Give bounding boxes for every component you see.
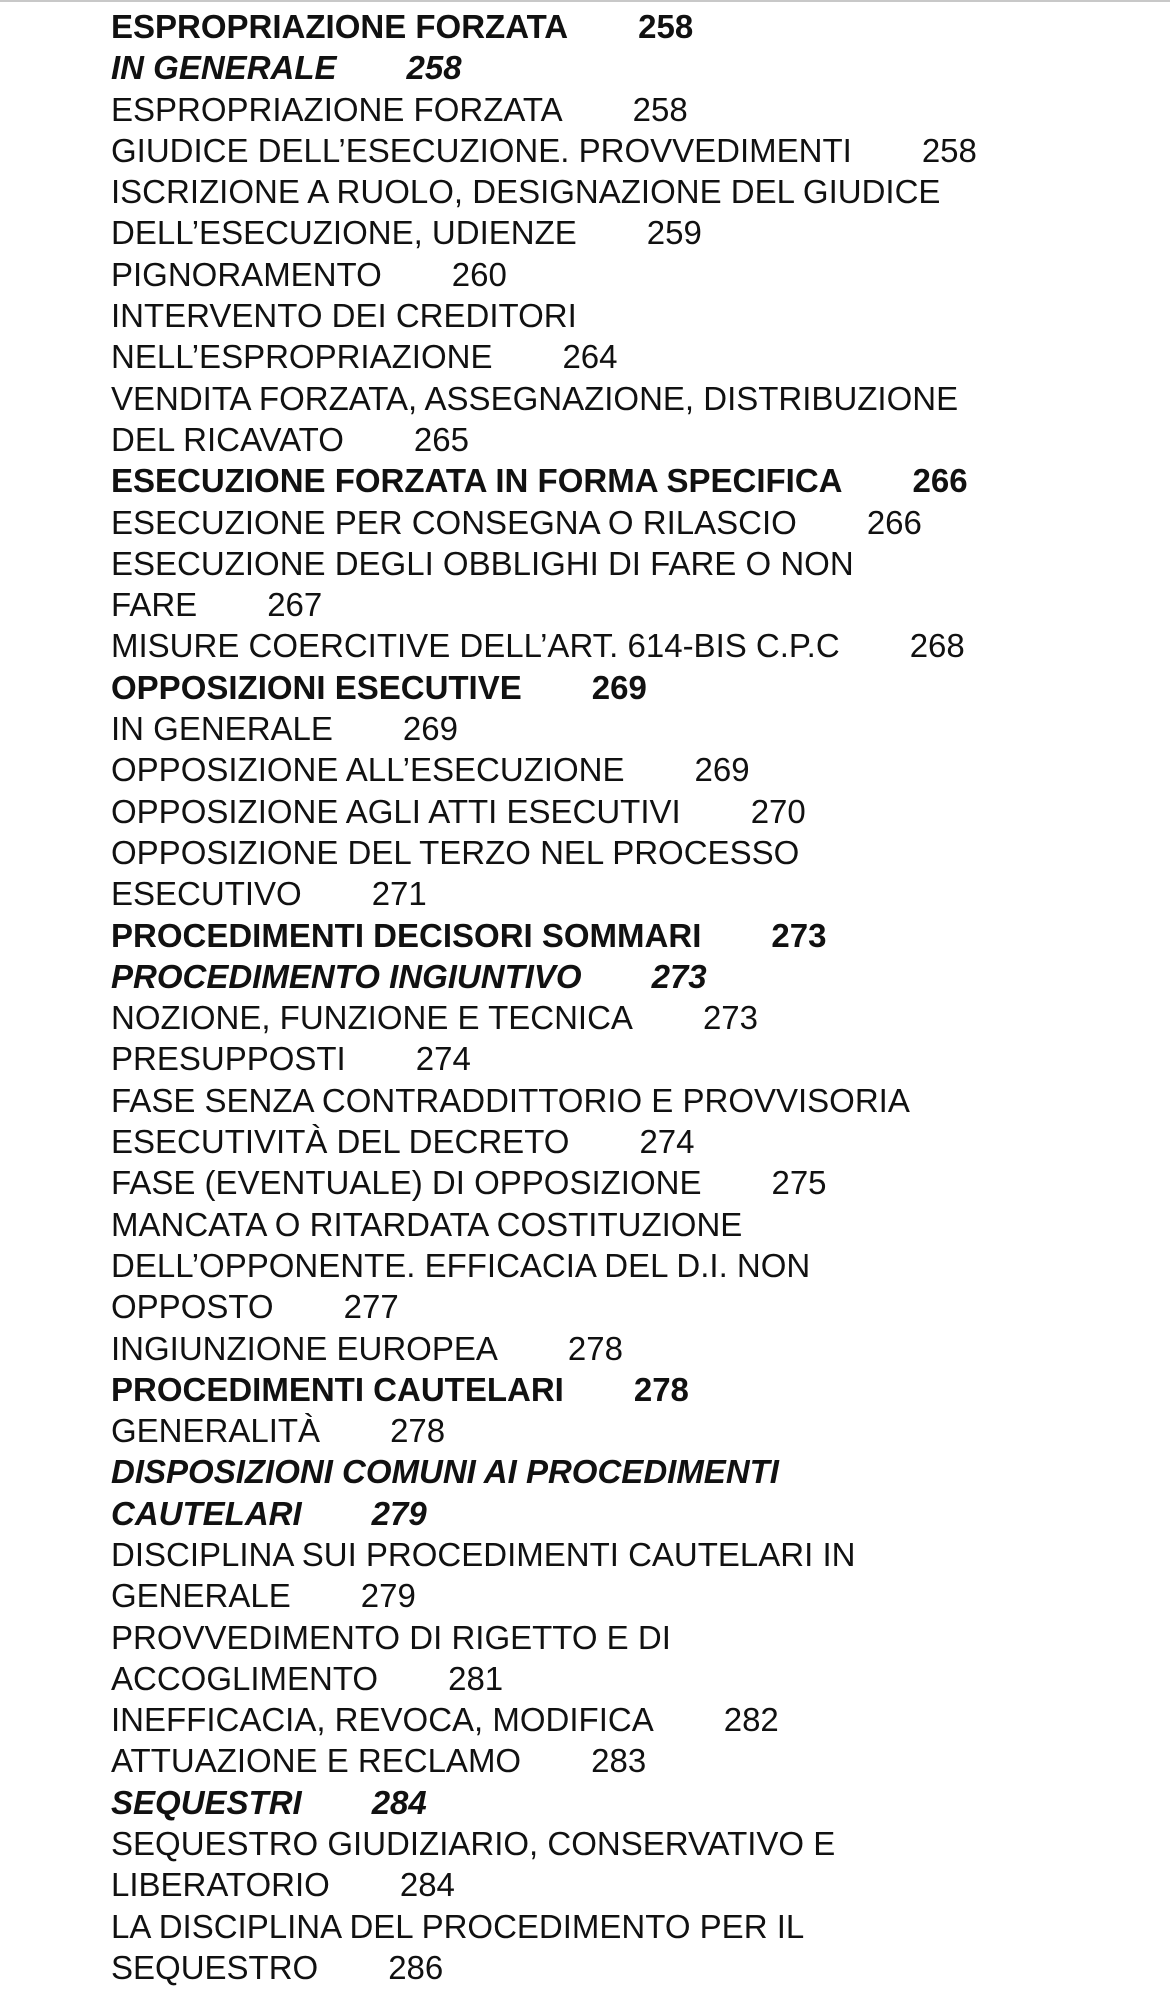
toc-entry-title-line: FASE SENZA CONTRADDITTORIO E PROVVISORIA	[111, 1081, 910, 1119]
toc-entry[interactable]	[111, 1162, 1131, 1203]
toc-entry[interactable]	[111, 1534, 1131, 1617]
toc-entry-title-line: MANCATA O RITARDATA COSTITUZIONE	[111, 1205, 743, 1243]
toc-page-number: 273	[651, 957, 707, 995]
toc-entry-title-line: DELL’ESECUZIONE, UDIENZE	[111, 214, 577, 252]
toc-page-number: 278	[390, 1412, 446, 1450]
toc-page-number: 266	[866, 503, 922, 541]
toc-entry-title-line: PROCEDIMENTI DECISORI SOMMARI	[111, 916, 702, 954]
toc-entry[interactable]	[111, 130, 1131, 171]
toc-page-number: 274	[415, 1040, 471, 1078]
toc-entry-title-line: ATTUAZIONE E RECLAMO	[111, 1742, 522, 1780]
toc-entry-title-line: DISCIPLINA SUI PROCEDIMENTI CAUTELARI IN	[111, 1535, 856, 1573]
toc-entry-title-line: ESPROPRIAZIONE FORZATA	[111, 8, 569, 45]
toc-page-number: 258	[921, 131, 977, 169]
toc-entry-title-line: MISURE COERCITIVE DELL’ART. 614-BIS C.P.C	[111, 627, 840, 665]
toc-entry-title-line: PRESUPPOSTI	[111, 1040, 346, 1078]
toc-entry[interactable]	[111, 1823, 1131, 1906]
toc-entry-title-line: PROVVEDIMENTO DI RIGETTO E DI	[111, 1618, 671, 1656]
toc-entry-title-line: IN GENERALE	[111, 710, 333, 748]
toc-page-number: 282	[723, 1701, 779, 1739]
toc-entry-title-line: GIUDICE DELL’ESECUZIONE. PROVVEDIMENTI	[111, 131, 852, 169]
toc-entry[interactable]	[111, 625, 1131, 666]
toc-entry[interactable]	[111, 543, 1131, 626]
toc-page-number: 260	[451, 255, 507, 293]
toc-section-heading[interactable]	[111, 956, 1131, 997]
toc-page-number: 273	[771, 916, 827, 954]
toc-section-heading[interactable]	[111, 460, 1131, 501]
toc-page-number: 258	[638, 8, 694, 45]
toc-entry-title-line: ESECUTIVO	[111, 875, 302, 913]
toc-entry-title-line: ESECUZIONE FORZATA IN FORMA SPECIFICA	[111, 462, 843, 500]
toc-entry-title-line: DISPOSIZIONI COMUNI AI PROCEDIMENTI	[111, 1453, 779, 1491]
toc-page-number: 278	[567, 1329, 623, 1367]
toc-entry-title-line: PROCEDIMENTI CAUTELARI	[111, 1370, 564, 1408]
toc-section-heading[interactable]	[111, 1369, 1131, 1410]
toc-section-heading[interactable]	[111, 1782, 1131, 1823]
toc-section-heading[interactable]	[111, 1451, 1131, 1534]
toc-page-number: 269	[591, 668, 647, 706]
toc-entry-title-line: LIBERATORIO	[111, 1866, 330, 1904]
toc-entry-title-line: LA DISCIPLINA DEL PROCEDIMENTO PER IL	[111, 1907, 805, 1945]
toc-entry[interactable]	[111, 378, 1131, 461]
toc-entry-title-line: CAUTELARI	[111, 1494, 302, 1532]
toc-section-heading[interactable]	[111, 6, 1131, 47]
toc-entry[interactable]	[111, 171, 1131, 254]
toc-section-heading[interactable]	[111, 915, 1131, 956]
toc-entry-title-line: INGIUNZIONE EUROPEA	[111, 1329, 498, 1367]
toc-entry-title-line: ESECUZIONE DEGLI OBBLIGHI DI FARE O NON	[111, 544, 854, 582]
toc-entry-title-line: INEFFICACIA, REVOCA, MODIFICA	[111, 1701, 654, 1739]
toc-page-number: 275	[771, 1164, 827, 1202]
toc-page-number: 284	[399, 1866, 455, 1904]
toc-entry-title-line: OPPOSIZIONE ALL’ESECUZIONE	[111, 751, 625, 789]
toc-entry[interactable]	[111, 997, 1131, 1038]
toc-page-number: 265	[413, 420, 469, 458]
toc-page-number: 281	[448, 1659, 504, 1697]
toc-entry-title-line: VENDITA FORZATA, ASSEGNAZIONE, DISTRIBUZIONE	[111, 379, 959, 417]
toc-entry-title-line: NELL’ESPROPRIAZIONE	[111, 338, 493, 376]
toc-entry-title-line: OPPOSIZIONE DEL TERZO NEL PROCESSO	[111, 833, 800, 871]
toc-page-number: 268	[909, 627, 965, 665]
toc-entry-title-line: PIGNORAMENTO	[111, 255, 382, 293]
toc-page-number: 267	[267, 586, 323, 624]
toc-page-number: 264	[562, 338, 618, 376]
page-top-divider	[0, 0, 1170, 2]
toc-page-number: 266	[912, 462, 968, 500]
toc-entry[interactable]	[111, 749, 1131, 790]
toc-entry[interactable]	[111, 1617, 1131, 1700]
toc-entry-title-line: OPPOSIZIONI ESECUTIVE	[111, 668, 522, 706]
toc-entry[interactable]	[111, 791, 1131, 832]
toc-entry-title-line: FARE	[111, 586, 198, 624]
toc-entry-title-line: GENERALITÀ	[111, 1412, 321, 1450]
toc-section-heading[interactable]	[111, 47, 1131, 88]
toc-entry-title-line: OPPOSTO	[111, 1288, 274, 1326]
toc-page-number: 274	[639, 1123, 695, 1161]
toc-page-number: 283	[591, 1742, 647, 1780]
table-of-contents	[111, 6, 1131, 1988]
toc-page-number: 270	[750, 792, 806, 830]
toc-entry-title-line: SEQUESTRO	[111, 1948, 319, 1986]
toc-entry-title-line: GENERALE	[111, 1577, 291, 1615]
toc-page-number: 258	[632, 90, 688, 128]
toc-section-heading[interactable]	[111, 667, 1131, 708]
toc-entry-title-line: DELL’OPPONENTE. EFFICACIA DEL D.I. NON	[111, 1246, 811, 1284]
toc-entry[interactable]	[111, 832, 1131, 915]
toc-entry-title-line: ISCRIZIONE A RUOLO, DESIGNAZIONE DEL GIUDICE	[111, 173, 941, 211]
toc-entry[interactable]	[111, 89, 1131, 130]
toc-page-number: 273	[702, 999, 758, 1037]
toc-entry-title-line: FASE (EVENTUALE) DI OPPOSIZIONE	[111, 1164, 702, 1202]
toc-entry[interactable]	[111, 1204, 1131, 1328]
toc-page-number: 259	[646, 214, 702, 252]
toc-entry[interactable]	[111, 708, 1131, 749]
toc-entry-title-line: ESECUTIVITÀ DEL DECRETO	[111, 1123, 570, 1161]
toc-entry-title-line: SEQUESTRI	[111, 1783, 302, 1821]
toc-entry-title-line: SEQUESTRO GIUDIZIARIO, CONSERVATIVO E	[111, 1825, 836, 1863]
toc-entry-title-line: NOZIONE, FUNZIONE E TECNICA	[111, 999, 633, 1037]
toc-entry[interactable]	[111, 1328, 1131, 1369]
toc-page-number: 279	[371, 1494, 427, 1532]
toc-entry[interactable]	[111, 1080, 1131, 1163]
toc-page-number: 258	[406, 49, 462, 87]
toc-entry[interactable]	[111, 295, 1131, 378]
toc-entry[interactable]	[111, 1410, 1131, 1451]
toc-entry-title-line: ACCOGLIMENTO	[111, 1659, 379, 1697]
toc-entry-title-line: INTERVENTO DEI CREDITORI	[111, 297, 577, 335]
toc-entry[interactable]	[111, 1740, 1131, 1781]
toc-entry-title-line: DEL RICAVATO	[111, 420, 344, 458]
toc-page-number: 269	[694, 751, 750, 789]
toc-entry-title-line: OPPOSIZIONE AGLI ATTI ESECUTIVI	[111, 792, 681, 830]
toc-page-number: 278	[633, 1370, 689, 1408]
toc-page-number: 277	[343, 1288, 399, 1326]
toc-page-number: 269	[402, 710, 458, 748]
toc-entry[interactable]	[111, 1906, 1131, 1989]
toc-page-number: 271	[371, 875, 427, 913]
toc-entry[interactable]	[111, 254, 1131, 295]
toc-page-number: 286	[388, 1948, 444, 1986]
toc-page-number: 284	[371, 1783, 427, 1821]
toc-entry-title-line: ESECUZIONE PER CONSEGNA O RILASCIO	[111, 503, 797, 541]
toc-entry-title-line: PROCEDIMENTO INGIUNTIVO	[111, 957, 582, 995]
toc-entry[interactable]	[111, 1038, 1131, 1079]
toc-entry-title-line: ESPROPRIAZIONE FORZATA	[111, 90, 563, 128]
toc-entry[interactable]	[111, 1699, 1131, 1740]
toc-page-number: 279	[360, 1577, 416, 1615]
toc-entry-title-line: IN GENERALE	[111, 49, 337, 87]
toc-entry[interactable]	[111, 502, 1131, 543]
